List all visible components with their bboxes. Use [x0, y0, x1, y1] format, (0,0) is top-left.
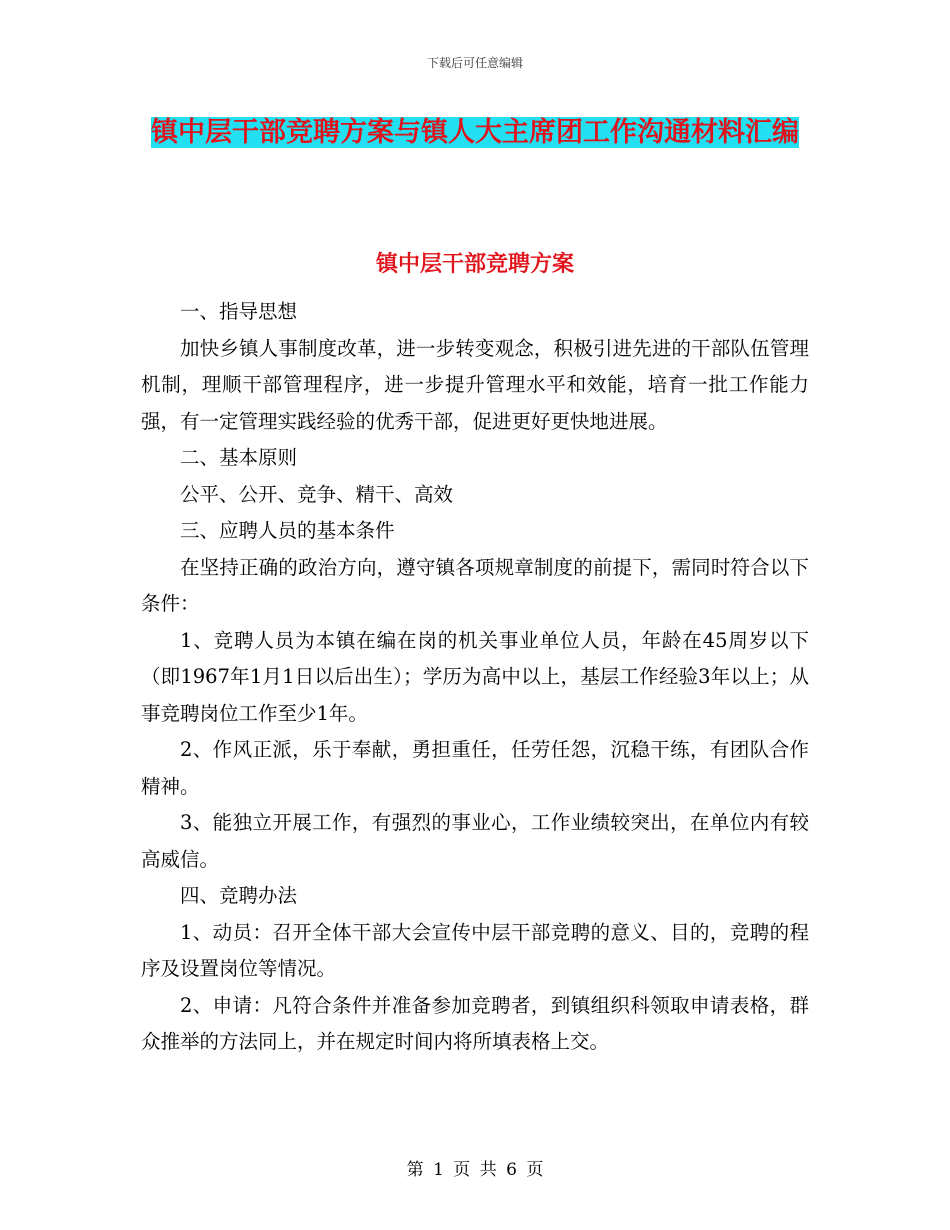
document-body — [141, 294, 809, 1061]
paragraph: 1、竞聘人员为本镇在编在岗的机关事业单位人员，年龄在45周岁以下（即1967年1月1日以后出生）；学历为高中以上，基层工作经验3年以上；从事竞聘岗位工作至少1年。 — [141, 628, 809, 725]
document-title-text: 镇中层干部竞聘方案与镇人大主席团工作沟通材料汇编 — [151, 117, 799, 148]
page-footer: 第 1 页 共 6 页 — [406, 1160, 544, 1180]
paragraph: 3、能独立开展工作，有强烈的事业心，工作业绩较突出，在单位内有较高威信。 — [141, 811, 809, 871]
paragraph: 加快乡镇人事制度改革，进一步转变观念，积极引进先进的干部队伍管理机制，理顺干部管理程序，进一步提升管理水平和效能，培育一批工作能力强，有一定管理实践经验的优秀干部，促进更好更快地进展。 — [141, 336, 809, 433]
paragraph: 在坚持正确的政治方向，遵守镇各项规章制度的前提下，需同时符合以下条件： — [141, 555, 809, 615]
paragraph: 二、基本原则 — [180, 446, 298, 469]
paragraph: 公平、公开、竞争、精干、高效 — [180, 482, 454, 506]
paragraph: 一、指导思想 — [180, 300, 298, 323]
paragraph: 1、动员：召开全体干部大会宣传中层干部竞聘的意义、目的，竞聘的程序及设置岗位等情况。 — [141, 920, 809, 980]
paragraph: 2、作风正派，乐于奉献，勇担重任，任劳任怨，沉稳干练，有团队合作精神。 — [141, 738, 809, 798]
section-title: 镇中层干部竞聘方案 — [375, 251, 574, 277]
document-title — [140, 108, 810, 158]
paragraph: 四、竞聘办法 — [180, 884, 298, 907]
page-header-note: 下载后可任意编辑 — [426, 56, 523, 70]
paragraph: 三、应聘人员的基本条件 — [180, 519, 395, 542]
paragraph: 2、申请：凡符合条件并准备参加竞聘者，到镇组织科领取申请表格，群众推举的方法同上，并在规定时间内将所填表格上交。 — [141, 993, 809, 1053]
